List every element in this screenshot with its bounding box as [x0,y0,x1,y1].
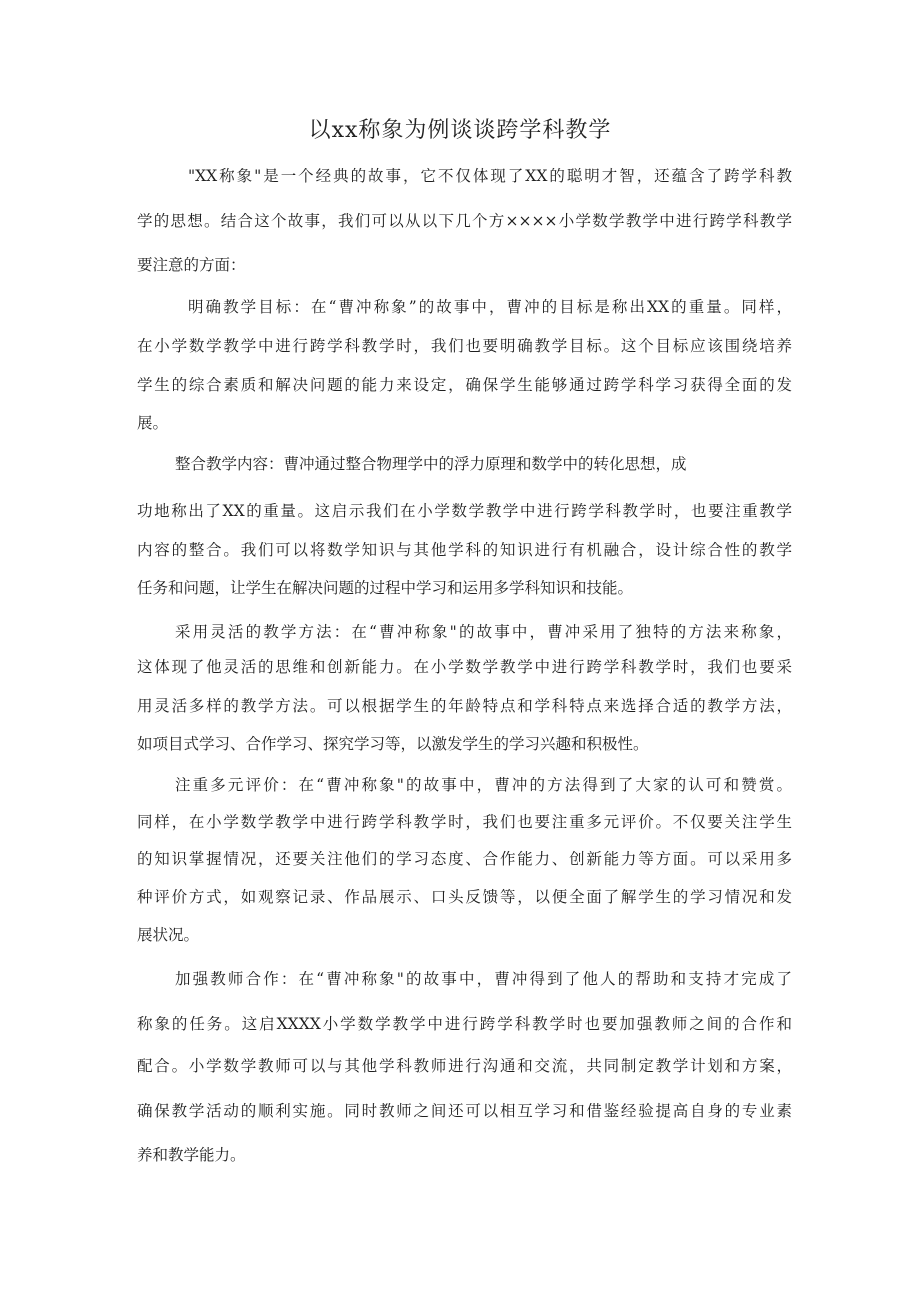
paragraph-content-line-2: 功地称出了XX的重量。这启示我们在小学数学教学中进行跨学科教学时，也要注重教学 [137,502,792,520]
paragraph-cooperation-line-5: 养和教学能力。 [137,1146,246,1164]
paragraph-methods-line-4: 如项目式学习、合作学习、探究学习等，以激发学生的学习兴趣和积极性。 [137,735,649,753]
paragraph-methods-line-1: 采用灵活的教学方法：在“曹冲称象"的故事中，曹冲采用了独特的方法来称象， [175,623,792,641]
paragraph-goals-line-2: 在小学数学教学中进行跨学科教学时，我们也要明确教学目标。这个目标应该围绕培养 [137,337,792,355]
paragraph-content-line-1: 整合教学内容：曹冲通过整合物理学中的浮力原理和数学中的转化思想，成 [175,455,687,473]
paragraph-evaluation-line-1: 注重多元评价：在“曹冲称象"的故事中，曹冲的方法得到了大家的认可和赞赏。 [175,776,792,794]
paragraph-intro-line-3: 要注意的方面： [137,256,246,274]
paragraph-intro-line-1: "XX称象"是一个经典的故事，它不仅体现了XX的聪明才智，还蕴含了跨学科教 [188,167,792,185]
paragraph-evaluation-line-4: 种评价方式，如观察记录、作品展示、口头反馈等，以便全面了解学生的学习情况和发 [137,888,792,906]
paragraph-evaluation-line-3: 的知识掌握情况，还要关注他们的学习态度、合作能力、创新能力等方面。可以采用多 [137,850,792,868]
paragraph-cooperation-line-1: 加强教师合作：在“曹冲称象"的故事中，曹冲得到了他人的帮助和支持才完成了 [175,970,792,988]
paragraph-content-line-3: 内容的整合。我们可以将数学知识与其他学科的知识进行有机融合，设计综合性的教学 [137,541,792,559]
paragraph-goals-line-3: 学生的综合素质和解决问题的能力来设定，确保学生能够通过跨学科学习获得全面的发 [137,376,792,394]
paragraph-goals-line-4: 展。 [137,414,169,432]
paragraph-cooperation-line-2: 称象的任务。这启XXXX小学数学教学中进行跨学科教学时也要加强教师之间的合作和 [137,1015,792,1033]
paragraph-cooperation-line-3: 配合。小学数学教师可以与其他学科教师进行沟通和交流，共同制定教学计划和方案， [137,1057,792,1075]
paragraph-methods-line-3: 用灵活多样的教学方法。可以根据学生的年龄特点和学科特点来选择合适的教学方法， [137,697,792,715]
paragraph-content-line-4: 任务和问题，让学生在解决问题的过程中学习和运用多学科知识和技能。 [137,579,634,597]
document-title: 以xx称象为例谈谈跨学科教学 [308,118,612,143]
paragraph-evaluation-line-2: 同样，在小学数学教学中进行跨学科教学时，我们也要注重多元评价。不仅要关注学生 [137,813,792,831]
paragraph-intro-line-2: 学的思想。结合这个故事，我们可以从以下几个方××××小学数学教学中进行跨学科教学 [137,212,792,230]
paragraph-goals-line-1: 明确教学目标：在“曹冲称象”的故事中，曹冲的目标是称出XX的重量。同样， [188,298,792,316]
paragraph-evaluation-line-5: 展状况。 [137,926,200,944]
paragraph-methods-line-2: 这体现了他灵活的思维和创新能力。在小学数学教学中进行跨学科教学时，我们也要采 [137,658,792,676]
paragraph-cooperation-line-4: 确保教学活动的顺利实施。同时教师之间还可以相互学习和借鉴经验提高自身的专业素 [137,1102,792,1120]
